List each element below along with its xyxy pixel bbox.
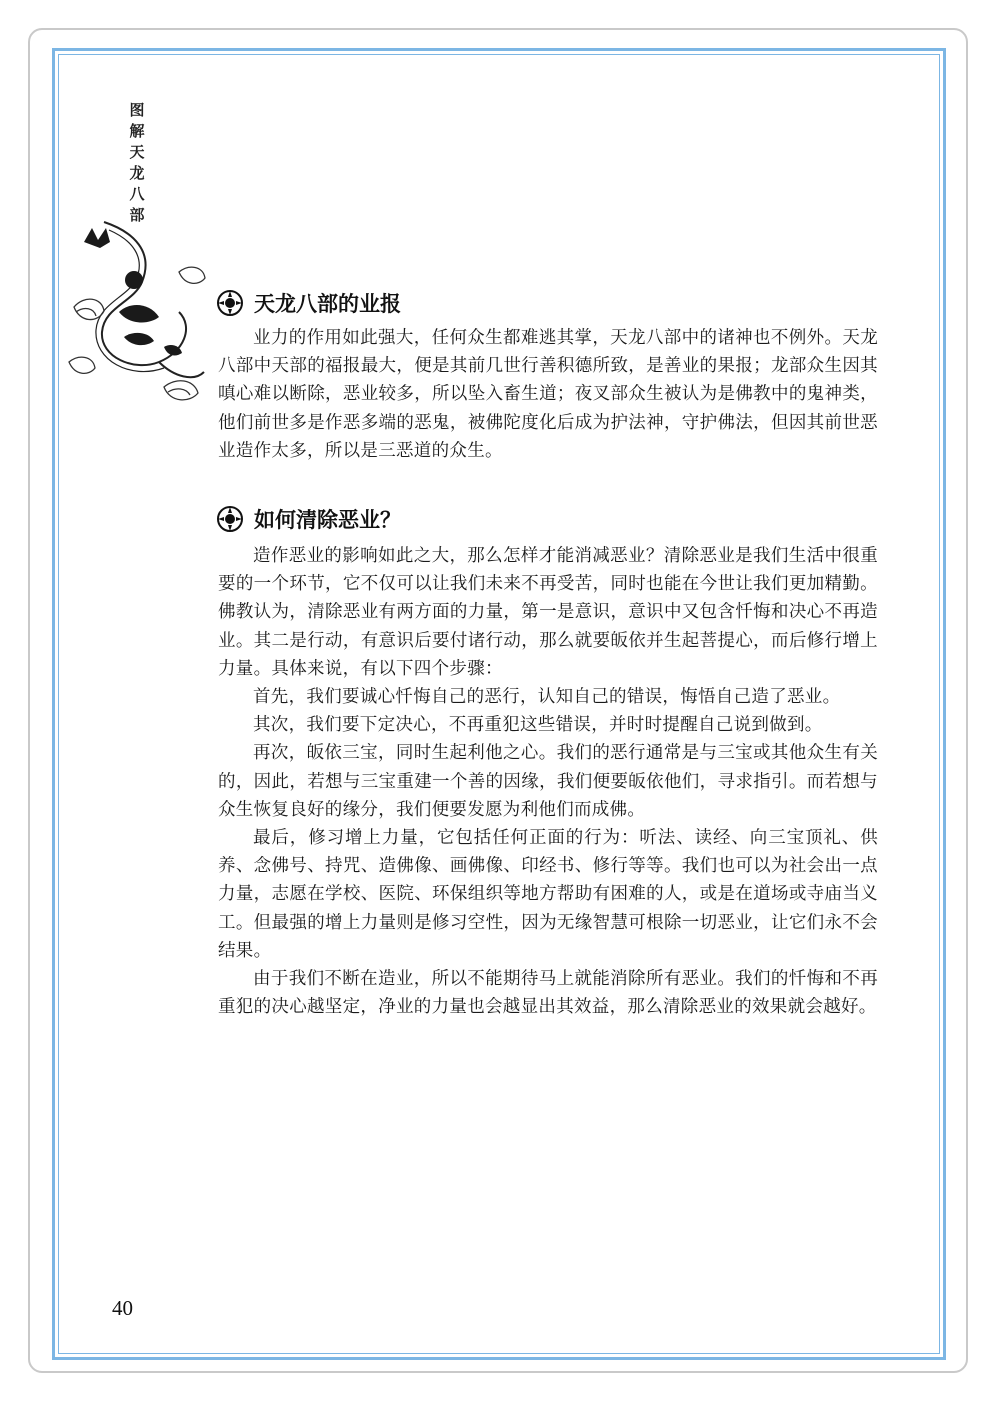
paragraph: 业力的作用如此强大，任何众生都难逃其掌，天龙八部中的诸神也不例外。天龙八部中天部的福报最大，便是其前几世行善积德所致，是善业的果报；龙部众生因其嗔心难以断除，恶业较多，所以坠入畜生道；夜叉部众生被认为是佛教中的鬼神类，他们前世多是作恶多端的恶鬼，被佛陀度化后成为护法神，守护佛法，但因其前世恶业造作太多，所以是三恶道的众生。 [218, 328, 878, 461]
paragraph: 造作恶业的影响如此之大，那么怎样才能消减恶业？清除恶业是我们生活中很重要的一个环节，它不仅可以让我们未来不再受苦，同时也能在今世让我们更加精勤。佛教认为，清除恶业有两方面的力量，第一是意识，意识中又包含忏悔和决心不再造业。其二是行动，有意识后要付诸行动，那么就要皈依并生起菩提心，而后修行增上力量。具体来说，有以下四个步骤： [218, 546, 878, 679]
side-title-char: 天 [129, 143, 145, 161]
section-heading-clear-karma [216, 504, 401, 534]
lotus-ornament-icon [216, 505, 244, 533]
paragraph: 再次，皈依三宝，同时生起利他之心。我们的恶行通常是与三宝或其他众生有关的，因此，若想与三宝重建一个善的因缘，我们便要皈依他们，寻求指引。而若想与众生恢复良好的缘分，我们便要发愿为利他们而成佛。 [218, 743, 878, 820]
side-title-char: 图 [129, 101, 145, 119]
paragraph: 其次，我们要下定决心，不再重犯这些错误，并时时提醒自己说到做到。 [253, 715, 823, 736]
side-book-title [122, 100, 152, 226]
paragraph: 首先，我们要诚心忏悔自己的恶行，认知自己的错误，悔悟自己造了恶业。 [253, 687, 841, 708]
paragraph: 最后，修习增上力量，它包括任何正面的行为：听法、读经、向三宝顶礼、供养、念佛号、持咒、造佛像、画佛像、印经书、修行等等。我们也可以为社会出一点力量，志愿在学校、医院、环保组织等地方帮助有困难的人，或是在道场或寺庙当义工。但最强的增上力量则是修习空性，因为无缘智慧可根除一切恶业，让它们永不会结果。 [218, 828, 878, 961]
side-title-char: 龙 [129, 164, 145, 182]
side-title-char: 八 [129, 185, 145, 203]
side-title-char: 解 [129, 122, 145, 140]
dragon-illustration-icon [64, 212, 214, 407]
section1-body [218, 324, 878, 465]
page-number: 40 [112, 1296, 133, 1320]
section2-body [218, 542, 878, 1021]
section-heading-text: 如何清除恶业？ [254, 508, 401, 532]
section-heading-text: 天龙八部的业报 [254, 292, 401, 316]
paragraph: 由于我们不断在造业，所以不能期待马上就能消除所有恶业。我们的忏悔和不再重犯的决心越坚定，净业的力量也会越显出其效益，那么清除恶业的效果就会越好。 [218, 969, 878, 1018]
section-heading-karma-retribution [216, 288, 401, 318]
lotus-ornament-icon [216, 289, 244, 317]
side-title-char: 部 [129, 206, 145, 224]
